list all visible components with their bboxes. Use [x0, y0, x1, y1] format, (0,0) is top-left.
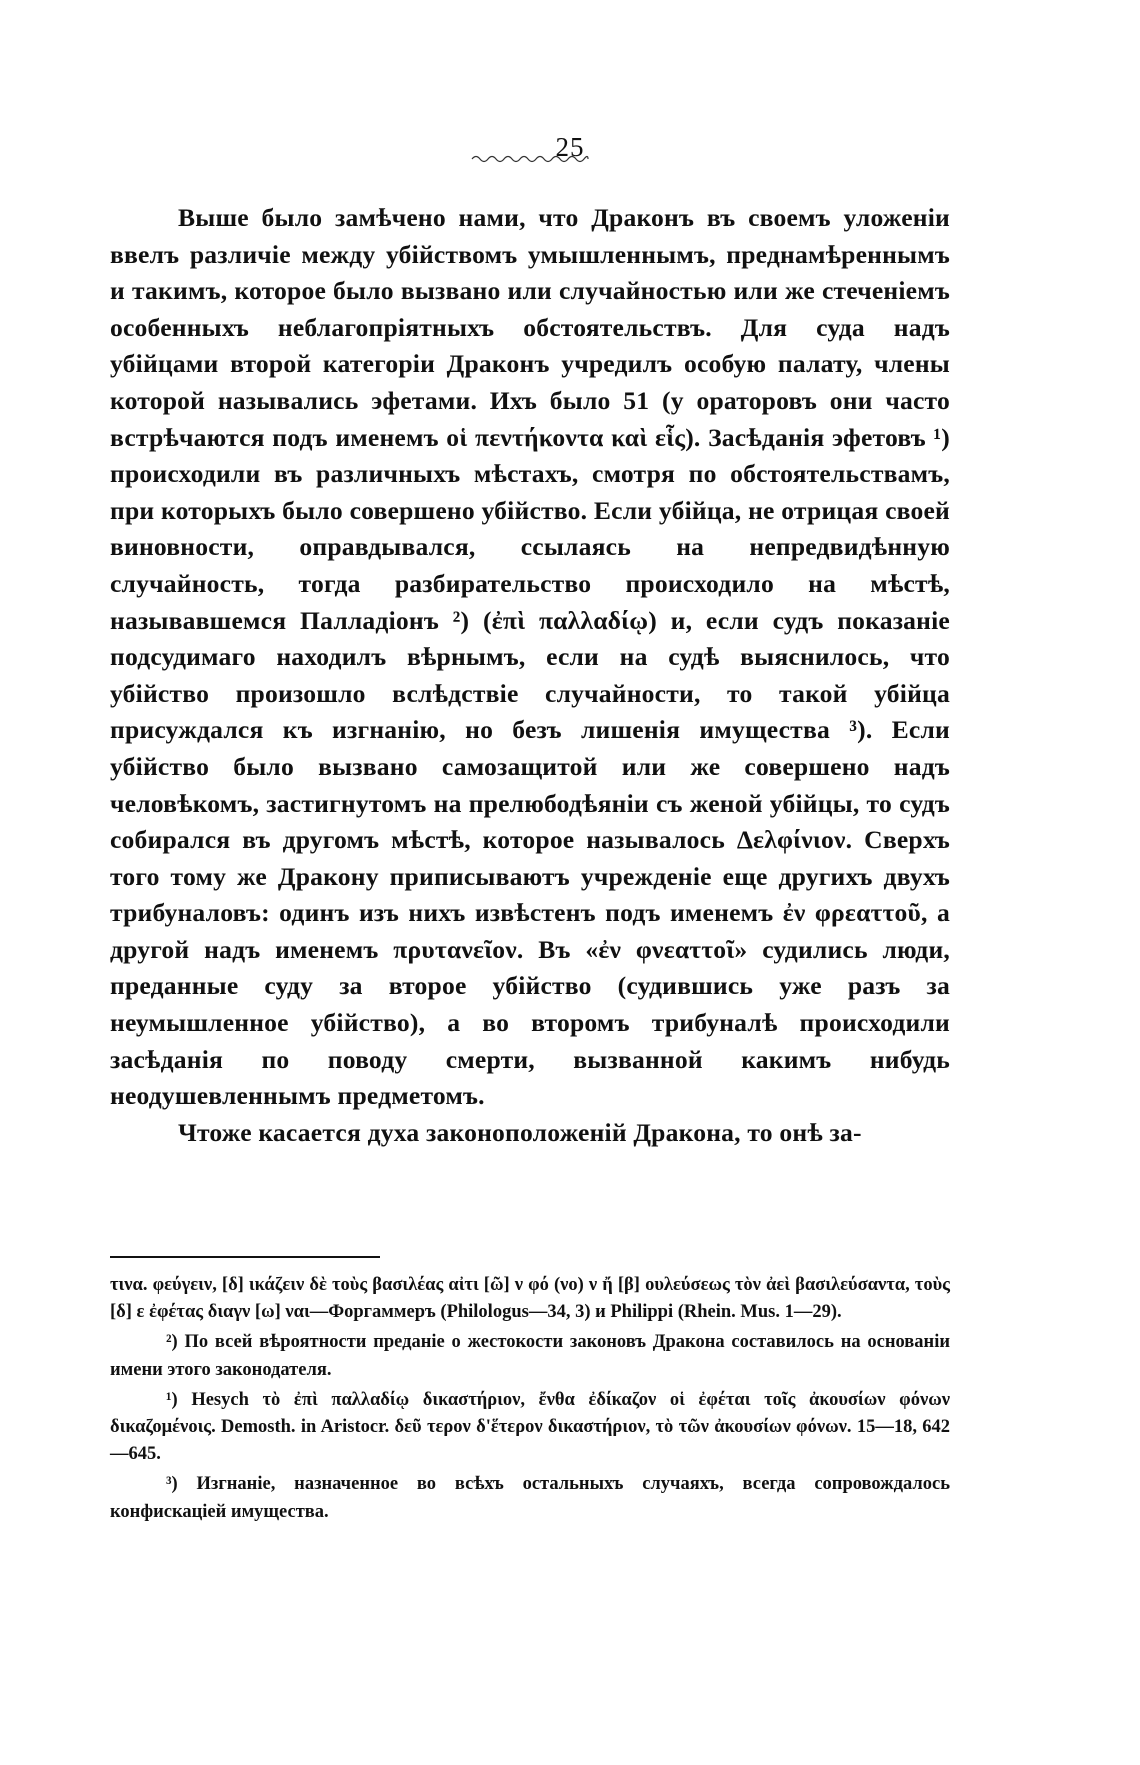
page-number: 25	[555, 132, 585, 162]
main-text	[110, 200, 950, 1151]
page-number-ornament	[470, 152, 590, 166]
footnote-continuation: τινα. φεύγειν, [δ] ικάζειν δὲ τοὺς βασιλέας αἰτι [ῶ] ν φό (νο) ν ἤ [β] ουλεύσεως τὸν ἀεὶ βασιλεύσαντα, τοὺς [δ] ε ἐφέτας διαγν [ω] ναι—Форгаммеръ (Philologus—34, 3) и Philippi (Rhein. Mus. 1—29).	[110, 1275, 950, 1323]
footnote: ¹) Hesych τὸ ἐπὶ παλλαδίῳ δικαστήριον, ἔνθα ἐδίκαζον οἱ ἐφέται τοῖς ἀκουσίων φόνων δικαζομένοις. Demosth. in Aristocr. δεῦ τερον δ'ἕτερον δικαστήριον, τὸ τῶν ἀκουσίων φόνων. 15—18, 642—645.	[110, 1389, 950, 1465]
paragraph: Выше было замѣчено нами, что Драконъ въ своемъ уложеніи ввелъ различіе между убійствомъ умышленнымъ, преднамѣреннымъ и такимъ, которое было вызвано или случайностью или же стеченіемъ особенныхъ неблагопріятныхъ обстоятельствъ. Для суда надъ убійцами второй категоріи Драконъ учредилъ особую палату, члены которой назывались эфетами. Ихъ было 51 (у ораторовъ они часто встрѣчаются подъ именемъ οἱ πεντήκοντα καὶ εἷς). Засѣданія эфетовъ ¹) происходили въ различныхъ мѣстахъ, смотря по обстоятельствамъ, при которыхъ было совершено убійство. Если убійца, не отрицая своей виновности, оправдывался, ссылаясь на непредвидѣнную случайность, тогда разбирательство происходило на мѣстѣ, называвшемся Палладіонъ ²) (ἐπὶ παλλαδίῳ) и, если судъ показаніе подсудимаго находилъ вѣрнымъ, если на судѣ выяснилось, что убійство произошло вслѣдствіе случайности, то такой убійца присуждался къ изгнанію, но безъ лишенія имущества ³). Если убійство было вызвано самозащитой или же совершено надъ человѣкомъ, застигнутомъ на прелюбодѣяніи съ женой убійцы, то судъ собирался въ другомъ мѣстѣ, которое называлось Δελφίνιον. Сверхъ того тому же Дракону приписываютъ учрежденіе еще другихъ двухъ трибуналовъ: одинъ изъ нихъ извѣстенъ подъ именемъ ἐν φρεαττοῦ, а другой надъ именемъ πρυτανεῖον. Въ «ἐν φνεαττοῖ» судились люди, преданные суду за второе убійство (судившись уже разъ за неумышленное убійство), а во второмъ трибуналѣ происходили засѣданія по поводу смерти, вызванной какимъ нибудь неодушевленнымъ предметомъ.	[110, 203, 950, 1111]
paragraph: Чтоже касается духа законоположеній Дракона, то онѣ за-	[178, 1117, 862, 1147]
footnote-divider	[110, 1256, 380, 1258]
footnote: ³) Изгнаніе, назначенное во всѣхъ остальныхъ случаяхъ, всегда сопровождалось конфискаціей имущества.	[110, 1474, 950, 1522]
footnotes	[110, 1272, 950, 1529]
footnote: ²) По всей вѣроятности преданіе о жестокости законовъ Дракона составилось на основаніи имени этого законодателя.	[110, 1332, 950, 1380]
